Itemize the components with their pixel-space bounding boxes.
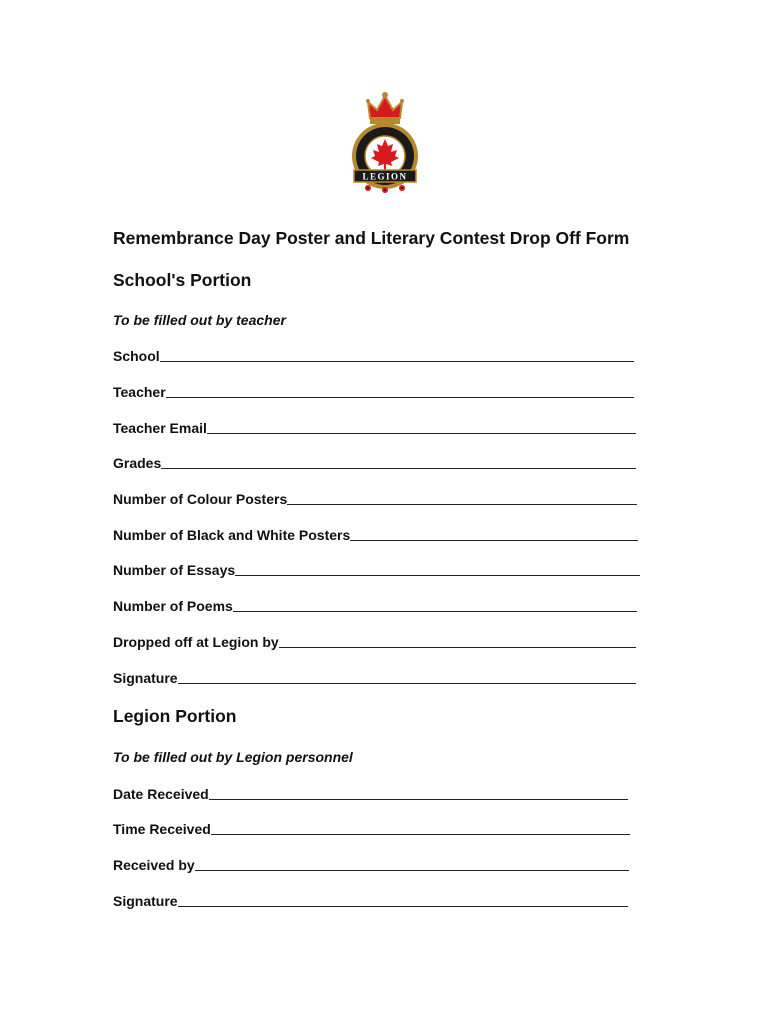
field-label: Signature	[113, 670, 178, 686]
field-label: Signature	[113, 893, 178, 909]
legion-badge-icon	[346, 90, 424, 202]
field-label: Teacher	[113, 384, 166, 400]
field-label: Time Received	[113, 821, 211, 837]
field-label: Teacher Email	[113, 420, 207, 436]
field-input-line[interactable]	[195, 856, 629, 871]
field-input-line[interactable]	[287, 490, 637, 505]
received-by-field[interactable]	[113, 855, 629, 873]
legion-section-note: To be filled out by Legion personnel	[113, 749, 353, 765]
field-input-line[interactable]	[279, 633, 636, 648]
grades-field[interactable]	[113, 453, 636, 471]
essays-field[interactable]	[113, 560, 640, 578]
dropped-off-by-field[interactable]	[113, 632, 636, 650]
field-input-line[interactable]	[209, 785, 628, 800]
teacher-email-field[interactable]	[113, 418, 636, 436]
field-input-line[interactable]	[166, 383, 634, 398]
legion-signature-field[interactable]	[113, 891, 628, 909]
legion-section-heading: Legion Portion	[113, 706, 237, 726]
school-section-heading: School's Portion	[113, 270, 252, 290]
form-title: Remembrance Day Poster and Literary Contest Drop Off Form	[113, 228, 630, 248]
field-input-line[interactable]	[178, 892, 628, 907]
field-label: Grades	[113, 455, 162, 471]
time-received-field[interactable]	[113, 819, 630, 837]
poems-field[interactable]	[113, 596, 637, 614]
field-label: Number of Poems	[113, 598, 233, 614]
field-input-line[interactable]	[233, 597, 637, 612]
field-label: Number of Essays	[113, 562, 236, 578]
field-input-line[interactable]	[235, 561, 640, 576]
svg-text:LEGION: LEGION	[362, 171, 408, 182]
field-label: Received by	[113, 857, 195, 873]
field-input-line[interactable]	[350, 526, 638, 541]
field-label: Dropped off at Legion by	[113, 634, 279, 650]
field-input-line[interactable]	[207, 419, 636, 434]
date-received-field[interactable]	[113, 784, 628, 802]
teacher-field[interactable]	[113, 382, 634, 400]
field-input-line[interactable]	[160, 347, 634, 362]
field-label: School	[113, 348, 160, 364]
field-input-line[interactable]	[178, 669, 636, 684]
field-label: Date Received	[113, 786, 209, 802]
school-section-note: To be filled out by teacher	[113, 312, 286, 328]
school-field[interactable]	[113, 346, 634, 364]
school-signature-field[interactable]	[113, 668, 636, 686]
bw-posters-field[interactable]	[113, 525, 638, 543]
field-input-line[interactable]	[211, 820, 630, 835]
colour-posters-field[interactable]	[113, 489, 637, 507]
field-label: Number of Black and White Posters	[113, 527, 351, 543]
field-label: Number of Colour Posters	[113, 491, 288, 507]
field-input-line[interactable]	[161, 454, 636, 469]
